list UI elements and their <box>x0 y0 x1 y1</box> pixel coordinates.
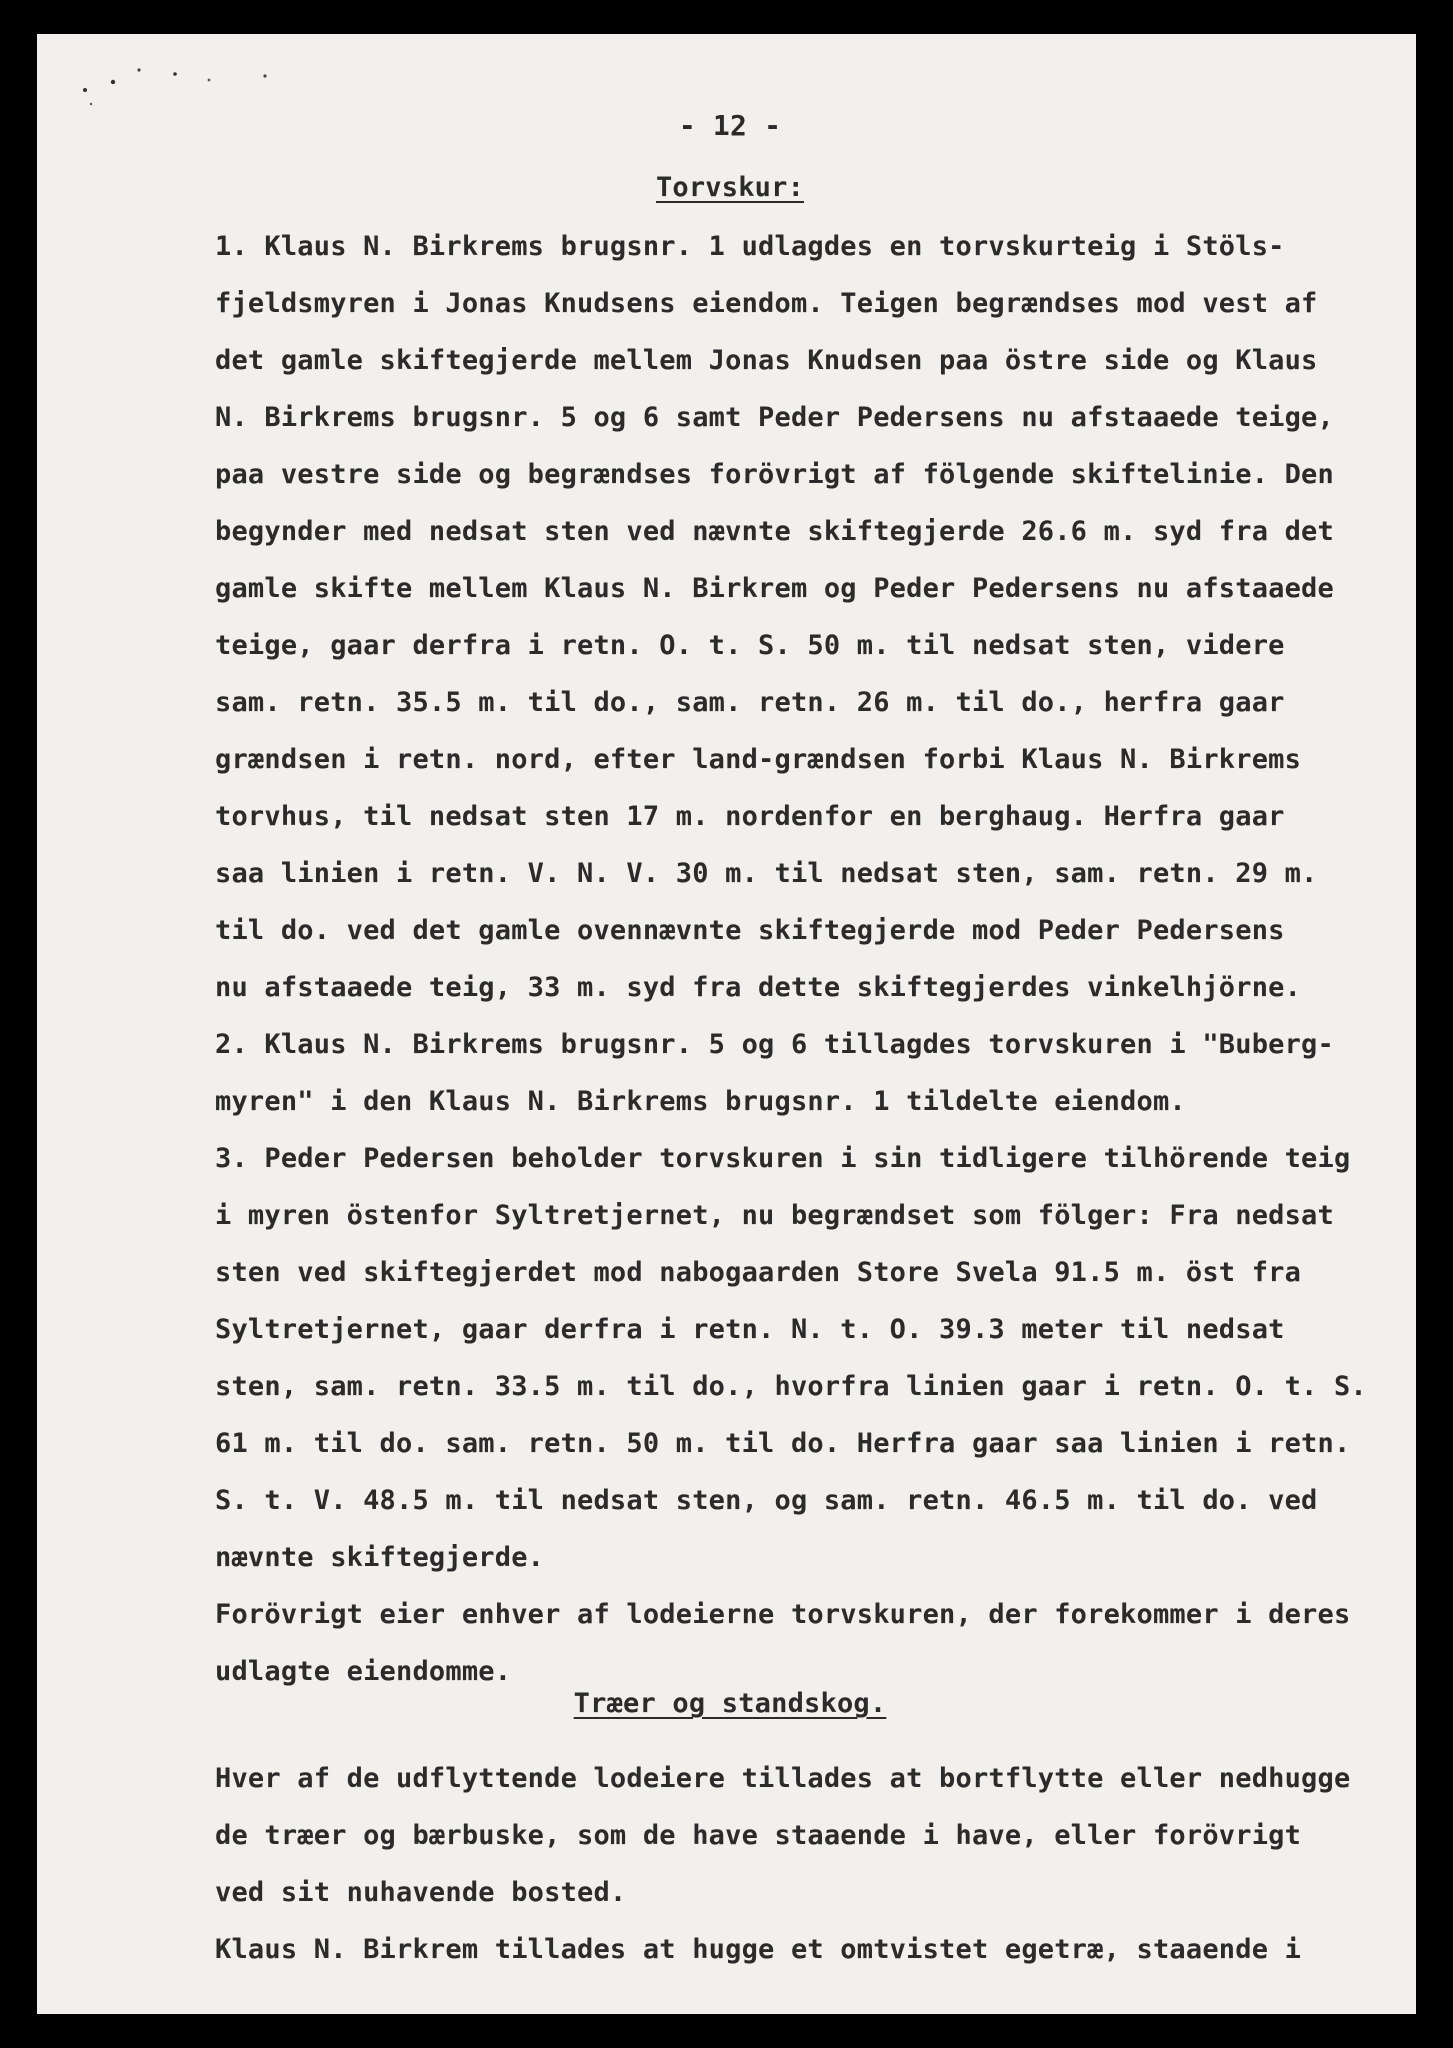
text-line: de træer og bærbuske, som de have staaende i have, eller forövrigt <box>215 1820 1302 1851</box>
text-line: til do. ved det gamle ovennævnte skiftegjerde mod Peder Pedersens <box>215 915 1285 946</box>
text-line: S. t. V. 48.5 m. til nedsat sten, og sam. retn. 46.5 m. til do. ved <box>215 1485 1318 1516</box>
section-heading-traeer: Træer og standskog. <box>573 1688 887 1719</box>
paper-specks <box>77 52 317 112</box>
text-line: sam. retn. 35.5 m. til do., sam. retn. 26 m. til do., herfra gaar <box>215 687 1285 718</box>
text-line: Syltretjernet, gaar derfra i retn. N. t. O. 39.3 meter til nedsat <box>215 1314 1285 1345</box>
page-number: - 12 - <box>678 109 782 142</box>
torvskur-paragraphs <box>215 218 1367 1700</box>
text-line: N. Birkrems brugsnr. 5 og 6 samt Peder Pedersens nu afstaaede teige, <box>215 402 1334 433</box>
text-line: teige, gaar derfra i retn. O. t. S. 50 m. til nedsat sten, videre <box>215 630 1285 661</box>
text-line: saa linien i retn. V. N. V. 30 m. til nedsat sten, sam. retn. 29 m. <box>215 858 1318 889</box>
text-line: 3. Peder Pedersen beholder torvskuren i sin tidligere tilhörende teig <box>215 1143 1351 1174</box>
text-line: 2. Klaus N. Birkrems brugsnr. 5 og 6 tillagdes torvskuren i "Buberg- <box>215 1029 1334 1060</box>
text-line: nævnte skiftegjerde. <box>215 1542 545 1573</box>
text-line: nu afstaaede teig, 33 m. syd fra dette skiftegjerdes vinkelhjörne. <box>215 972 1302 1003</box>
text-line: fjeldsmyren i Jonas Knudsens eiendom. Teigen begrændses mod vest af <box>215 288 1318 319</box>
text-line: 61 m. til do. sam. retn. 50 m. til do. Herfra gaar saa linien i retn. <box>215 1428 1351 1459</box>
text-line: sten ved skiftegjerdet mod nabogaarden Store Svela 91.5 m. öst fra <box>215 1257 1302 1288</box>
text-line: paa vestre side og begrændses forövrigt af fölgende skiftelinie. Den <box>215 459 1334 490</box>
text-line: det gamle skiftegjerde mellem Jonas Knudsen paa östre side og Klaus <box>215 345 1318 376</box>
text-line: i myren östenfor Syltretjernet, nu begrændset som fölger: Fra nedsat <box>215 1200 1334 1231</box>
text-line: begynder med nedsat sten ved nævnte skiftegjerde 26.6 m. syd fra det <box>215 516 1334 547</box>
text-line: sten, sam. retn. 33.5 m. til do., hvorfra linien gaar i retn. O. t. S. <box>215 1371 1367 1402</box>
text-line: gamle skifte mellem Klaus N. Birkrem og Peder Pedersens nu afstaaede <box>215 573 1334 604</box>
text-line: ved sit nuhavende bosted. <box>215 1877 627 1908</box>
text-line: torvhus, til nedsat sten 17 m. nordenfor en berghaug. Herfra gaar <box>215 801 1285 832</box>
text-line: Klaus N. Birkrem tillades at hugge et omtvistet egetræ, staaende i <box>215 1934 1302 1965</box>
text-line: udlagte eiendomme. <box>215 1656 512 1687</box>
text-line: Hver af de udflyttende lodeiere tillades at bortflytte eller nedhugge <box>215 1763 1351 1794</box>
text-line: myren" i den Klaus N. Birkrems brugsnr. 1 tildelte eiendom. <box>215 1086 1186 1117</box>
text-line: grændsen i retn. nord, efter land-grændsen forbi Klaus N. Birkrems <box>215 744 1302 775</box>
text-line: 1. Klaus N. Birkrems brugsnr. 1 udlagdes en torvskurteig i Stöls- <box>215 231 1285 262</box>
document-page <box>37 34 1416 2014</box>
text-line: Forövrigt eier enhver af lodeierne torvskuren, der forekommer i deres <box>215 1599 1351 1630</box>
section-heading-torvskur: Torvskur: <box>655 172 805 203</box>
traeer-paragraphs <box>215 1750 1350 1978</box>
